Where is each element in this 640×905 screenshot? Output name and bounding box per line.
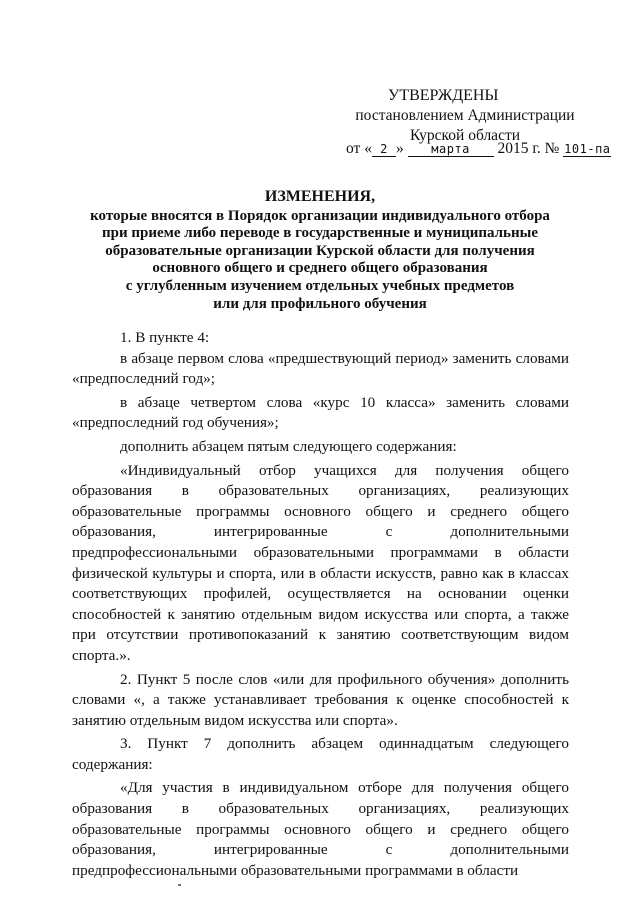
date-prefix: от « xyxy=(346,140,372,157)
heading-subtitle-line: которые вносятся в Порядок организации индивидуального отбора xyxy=(90,207,550,224)
approval-line-1: постановлением Администрации xyxy=(355,107,575,124)
heading-subtitle-line: с углубленным изучением отдельных учебных предметов xyxy=(125,277,515,294)
document-body xyxy=(72,328,569,881)
heading-subtitle-line: при приеме либо переводе в государственные и муниципальные xyxy=(102,225,538,242)
scan-speck xyxy=(178,884,181,886)
heading-title: ИЗМЕНЕНИЯ, xyxy=(264,188,376,205)
date-mid: » xyxy=(395,140,404,157)
date-year: 2015 г. № xyxy=(497,140,560,157)
paragraph: в абзаце четвертом слова «курс 10 класса» заменить словами «предпоследний год обучения»; xyxy=(72,393,569,432)
heading-subtitle-line: или для профильного обучения xyxy=(213,295,427,312)
date-day: 2 xyxy=(372,142,396,157)
paragraph: в абзаце первом слова «предшествующий период» заменить словами «предпоследний год»; xyxy=(72,349,569,388)
paragraph-item-1: 1. В пункте 4: xyxy=(120,329,210,346)
document-number: 101-па xyxy=(564,142,611,156)
quoted-paragraph: «Для участия в индивидуальном отборе для получения общего образования в образовательных организациях, реализующих образовательные программы основного общего и среднего общего образования, интегрированные с дополнительными предпрофессиональными образовательными программами в области xyxy=(72,779,569,879)
approval-title: УТВЕРЖДЕНЫ xyxy=(388,87,499,104)
paragraph: дополнить абзацем пятым следующего содержания: xyxy=(120,437,457,455)
approval-line-2: Курской области xyxy=(409,127,521,144)
quoted-paragraph: «Индивидуальный отбор учащихся для получения общего образования в образовательных организациях, реализующих образовательные программы основного общего и среднего общего образования, интегрированные с дополнительными предпрофессиональными образовательными программами в области физической культуры и спорта, или в области искусств, равно как в классах соответствующих профилей, осуществляется на основании оценки способностей к занятию отдельным видом искусства или спорта, а также при отсутствии противопоказаний к занятию соответствующим видом спорта.». xyxy=(72,461,569,664)
approval-date-line xyxy=(346,140,611,158)
paragraph-item-2: 2. Пункт 5 после слов «или для профильного обучения» дополнить словами «, а также устанавливает требования к оценке способностей к занятию отдельным видом искусства или спорта». xyxy=(72,670,569,729)
heading-subtitle-line: основного общего и среднего общего образования xyxy=(152,260,488,277)
paragraph-item-3: 3. Пункт 7 дополнить абзацем одиннадцатым следующего содержания: xyxy=(72,735,569,773)
date-month: марта xyxy=(408,142,494,157)
approval-block xyxy=(330,86,600,146)
heading-subtitle-line: образовательные организации Курской области для получения xyxy=(105,242,535,259)
document-heading xyxy=(72,188,568,313)
